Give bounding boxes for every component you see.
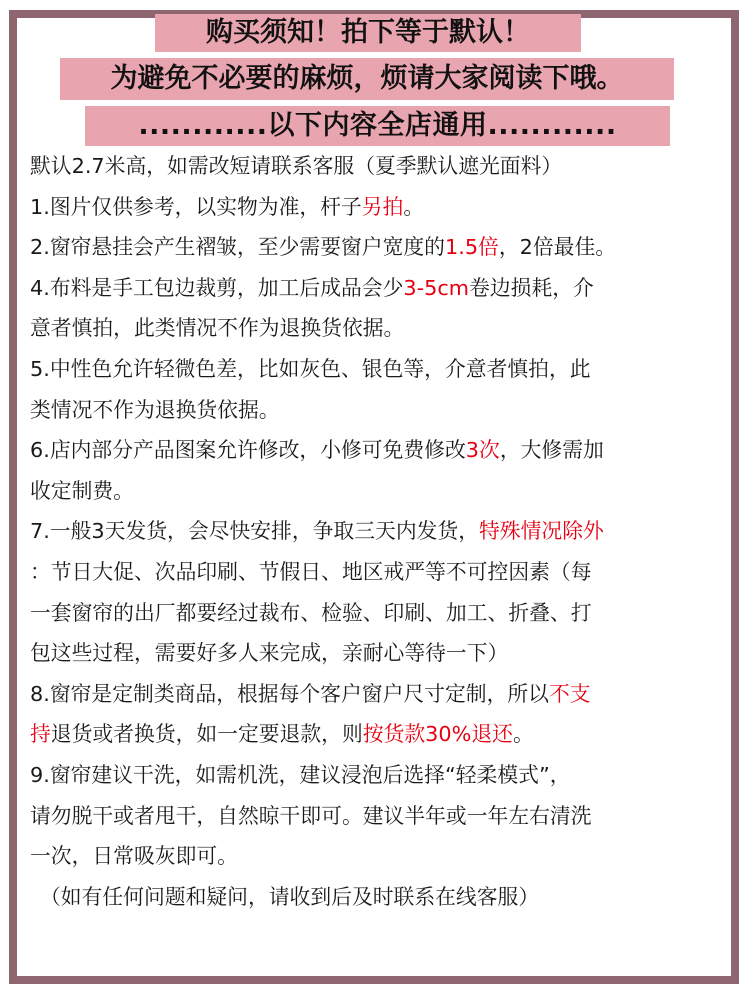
note-7: 7.一般3天发货，会尽快安排，争取三天内发货，特殊情况除外 [30,519,604,544]
note-6-cont: 收定制费。 [30,478,134,503]
highlight-text: 1.5倍 [444,235,499,260]
highlight-text: 3-5cm [403,275,470,300]
note-9-cont: 一次，日常吸灰即可。 [30,844,238,869]
banner-title: 购买须知！拍下等于默认！ [155,14,581,52]
note-8-cont: 持退货或者换货，如一定要退款，则按货款30%退还。 [30,722,534,747]
highlight-text: 另拍 [361,194,404,219]
banner-subtitle: 为避免不必要的麻烦，烦请大家阅读下哦。 [60,58,674,100]
note-9-cont: 请勿脱干或者甩干，自然晾干即可。建议半年或一年左右清洗 [30,803,592,828]
note-default-height: 默认2.7米高，如需改短请联系客服（夏季默认遮光面料） [30,154,563,178]
footer-contact-note: （如有任何问题和疑问，请收到后及时联系在线客服） [40,884,540,909]
note-1: 1.图片仅供参考，以实物为准，杆子另拍。 [30,194,425,219]
notice-content [30,146,722,917]
highlight-text: 不支 [548,681,591,706]
banner-scope: ............以下内容全店通用............ [85,106,670,146]
note-2: 2.窗帘悬挂会产生褶皱，至少需要窗户宽度的1.5倍，2倍最佳。 [30,235,617,260]
highlight-text: 特殊情况除外 [479,519,604,544]
note-9: 9.窗帘建议干洗，如需机洗，建议浸泡后选择“轻柔模式”， [30,762,571,787]
note-7-cont: 一套窗帘的出厂都要经过裁布、检验、印刷、加工、折叠、打 [30,600,592,625]
note-7-cont: ：节日大促、次品印刷、节假日、地区戒严等不可控因素（每 [30,559,592,584]
note-6: 6.店内部分产品图案允许修改，小修可免费修改3次，大修需加 [30,438,604,463]
highlight-text: 持 [30,722,51,747]
note-8: 8.窗帘是定制类商品，根据每个客户窗户尺寸定制，所以不支 [30,681,591,706]
note-5-cont: 类情况不作为退换货依据。 [30,397,280,422]
highlight-text: 按货款30%退还 [362,722,513,747]
highlight-text: 3次 [465,438,500,463]
note-7-cont: 包这些过程，需要好多人来完成，亲耐心等待一下） [30,641,509,666]
note-4: 4.布料是手工包边裁剪，加工后成品会少3-5cm卷边损耗，介 [30,275,594,300]
note-5: 5.中性色允许轻微色差，比如灰色、银色等，介意者慎拍，此 [30,356,591,381]
note-4-cont: 意者慎拍，此类情况不作为退换货依据。 [30,316,405,341]
